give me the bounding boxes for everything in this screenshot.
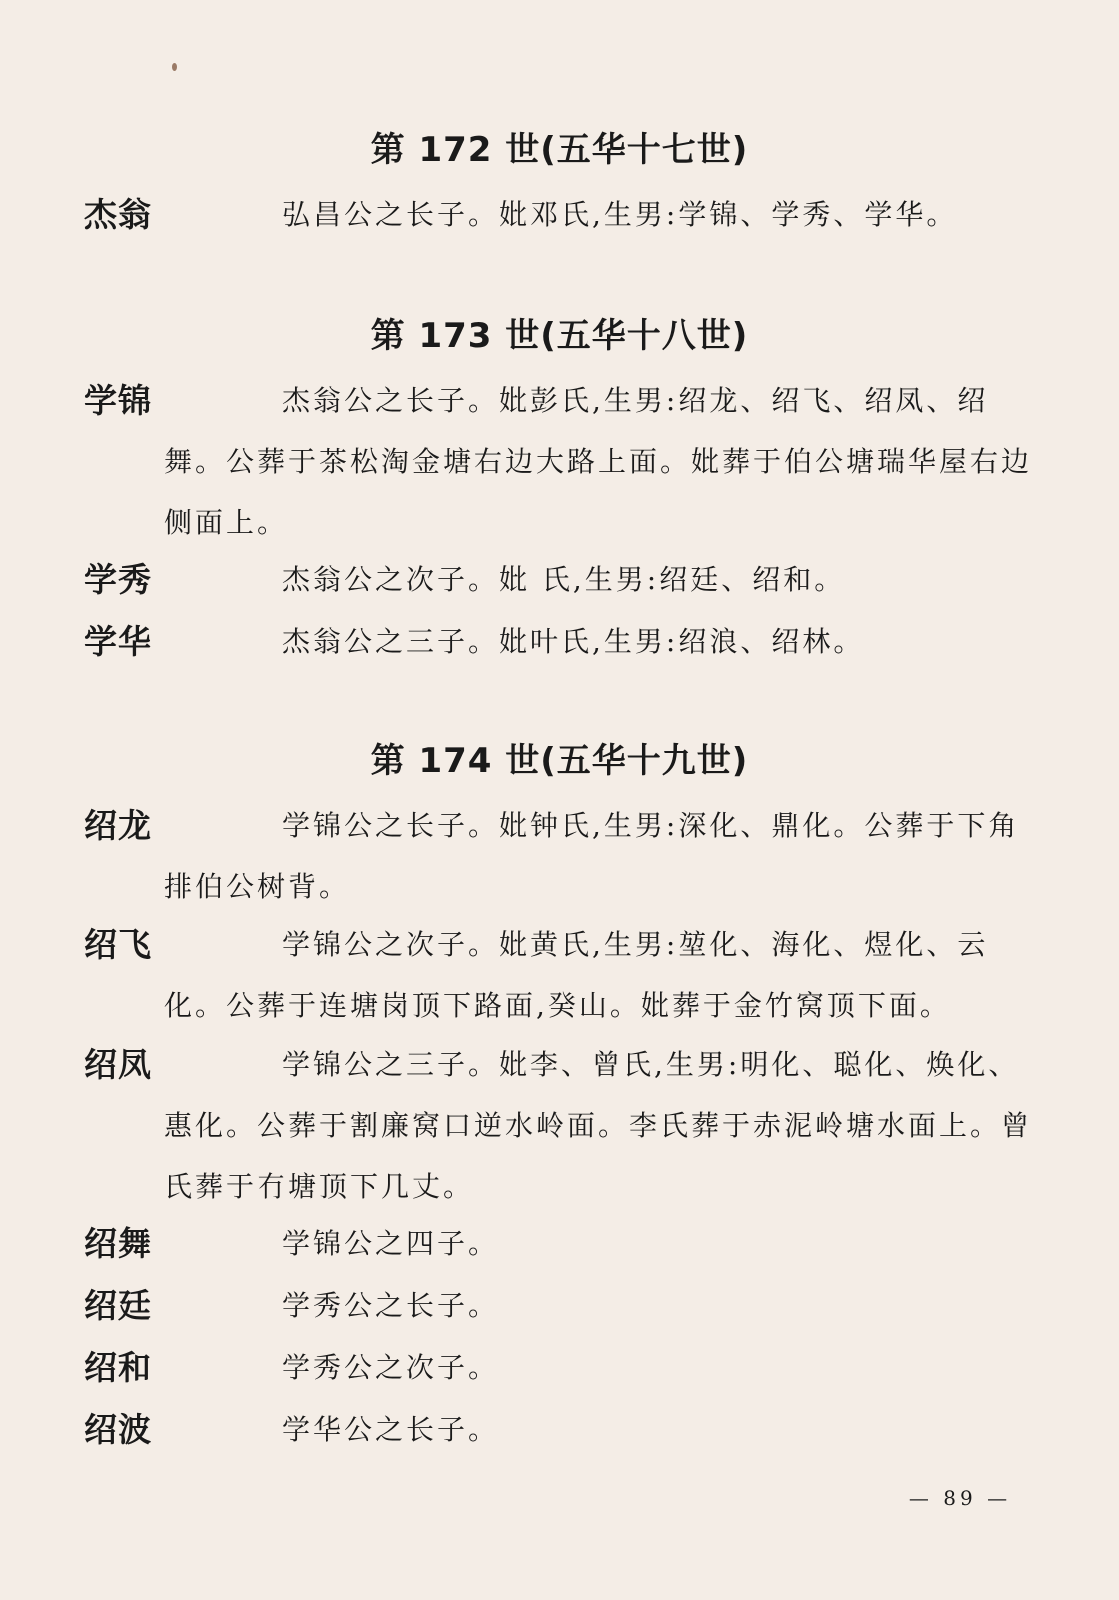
generation-heading-173: 第 173 世(五华十八世) bbox=[370, 316, 749, 356]
person-name: 杰翁 bbox=[84, 195, 152, 234]
page-number: — 89 — bbox=[908, 1486, 1012, 1510]
genealogy-entry bbox=[84, 795, 1036, 917]
person-name: 绍波 bbox=[84, 1410, 152, 1449]
person-description: 学秀公之次子。 bbox=[282, 1351, 500, 1384]
person-name: 绍凤 bbox=[84, 1045, 152, 1084]
genealogy-entry bbox=[84, 611, 1036, 672]
generation-heading-174: 第 174 世(五华十九世) bbox=[370, 741, 749, 781]
genealogy-entry bbox=[84, 370, 1036, 553]
genealogy-entry bbox=[84, 1275, 1036, 1336]
person-name: 学秀 bbox=[84, 560, 152, 599]
person-name: 绍飞 bbox=[84, 925, 152, 964]
person-description: 杰翁公之三子。妣叶氏,生男:绍浪、绍林。 bbox=[282, 625, 865, 658]
person-description: 学锦公之三子。妣李、曾氏,生男:明化、聪化、焕化、惠化。公葬于割廉窝口逆水岭面。李氏葬于赤泥岭塘水面上。曾氏葬于冇塘顶下几丈。 bbox=[164, 1048, 1033, 1203]
genealogy-entry bbox=[84, 1399, 1036, 1460]
person-description: 弘昌公之长子。妣邓氏,生男:学锦、学秀、学华。 bbox=[282, 198, 958, 231]
generation-heading-172: 第 172 世(五华十七世) bbox=[370, 130, 749, 170]
genealogy-entry bbox=[84, 1213, 1036, 1274]
paper-spot bbox=[172, 63, 177, 71]
person-description: 杰翁公之长子。妣彭氏,生男:绍龙、绍飞、绍凤、绍舞。公葬于茶松淘金塘右边大路上面。妣葬于伯公塘瑞华屋右边侧面上。 bbox=[164, 384, 1033, 539]
genealogy-entry bbox=[84, 184, 1036, 245]
genealogy-entry bbox=[84, 1337, 1036, 1398]
person-description: 学秀公之长子。 bbox=[282, 1289, 500, 1322]
person-description: 学锦公之长子。妣钟氏,生男:深化、鼎化。公葬于下角排伯公树背。 bbox=[164, 809, 1020, 903]
person-description: 学华公之长子。 bbox=[282, 1413, 500, 1446]
person-description: 学锦公之四子。 bbox=[282, 1227, 500, 1260]
person-description: 学锦公之次子。妣黄氏,生男:堃化、海化、煜化、云化。公葬于连塘岗顶下路面,癸山。妣葬于金竹窝顶下面。 bbox=[164, 928, 989, 1022]
person-description: 杰翁公之次子。妣 氏,生男:绍廷、绍和。 bbox=[282, 563, 846, 596]
genealogy-entry bbox=[84, 549, 1036, 610]
person-name: 绍舞 bbox=[84, 1224, 152, 1263]
genealogy-entry bbox=[84, 1034, 1036, 1217]
person-name: 学锦 bbox=[84, 381, 152, 420]
person-name: 绍廷 bbox=[84, 1286, 152, 1325]
genealogy-entry bbox=[84, 914, 1036, 1036]
person-name: 绍和 bbox=[84, 1348, 152, 1387]
person-name: 学华 bbox=[84, 622, 152, 661]
person-name: 绍龙 bbox=[84, 806, 152, 845]
